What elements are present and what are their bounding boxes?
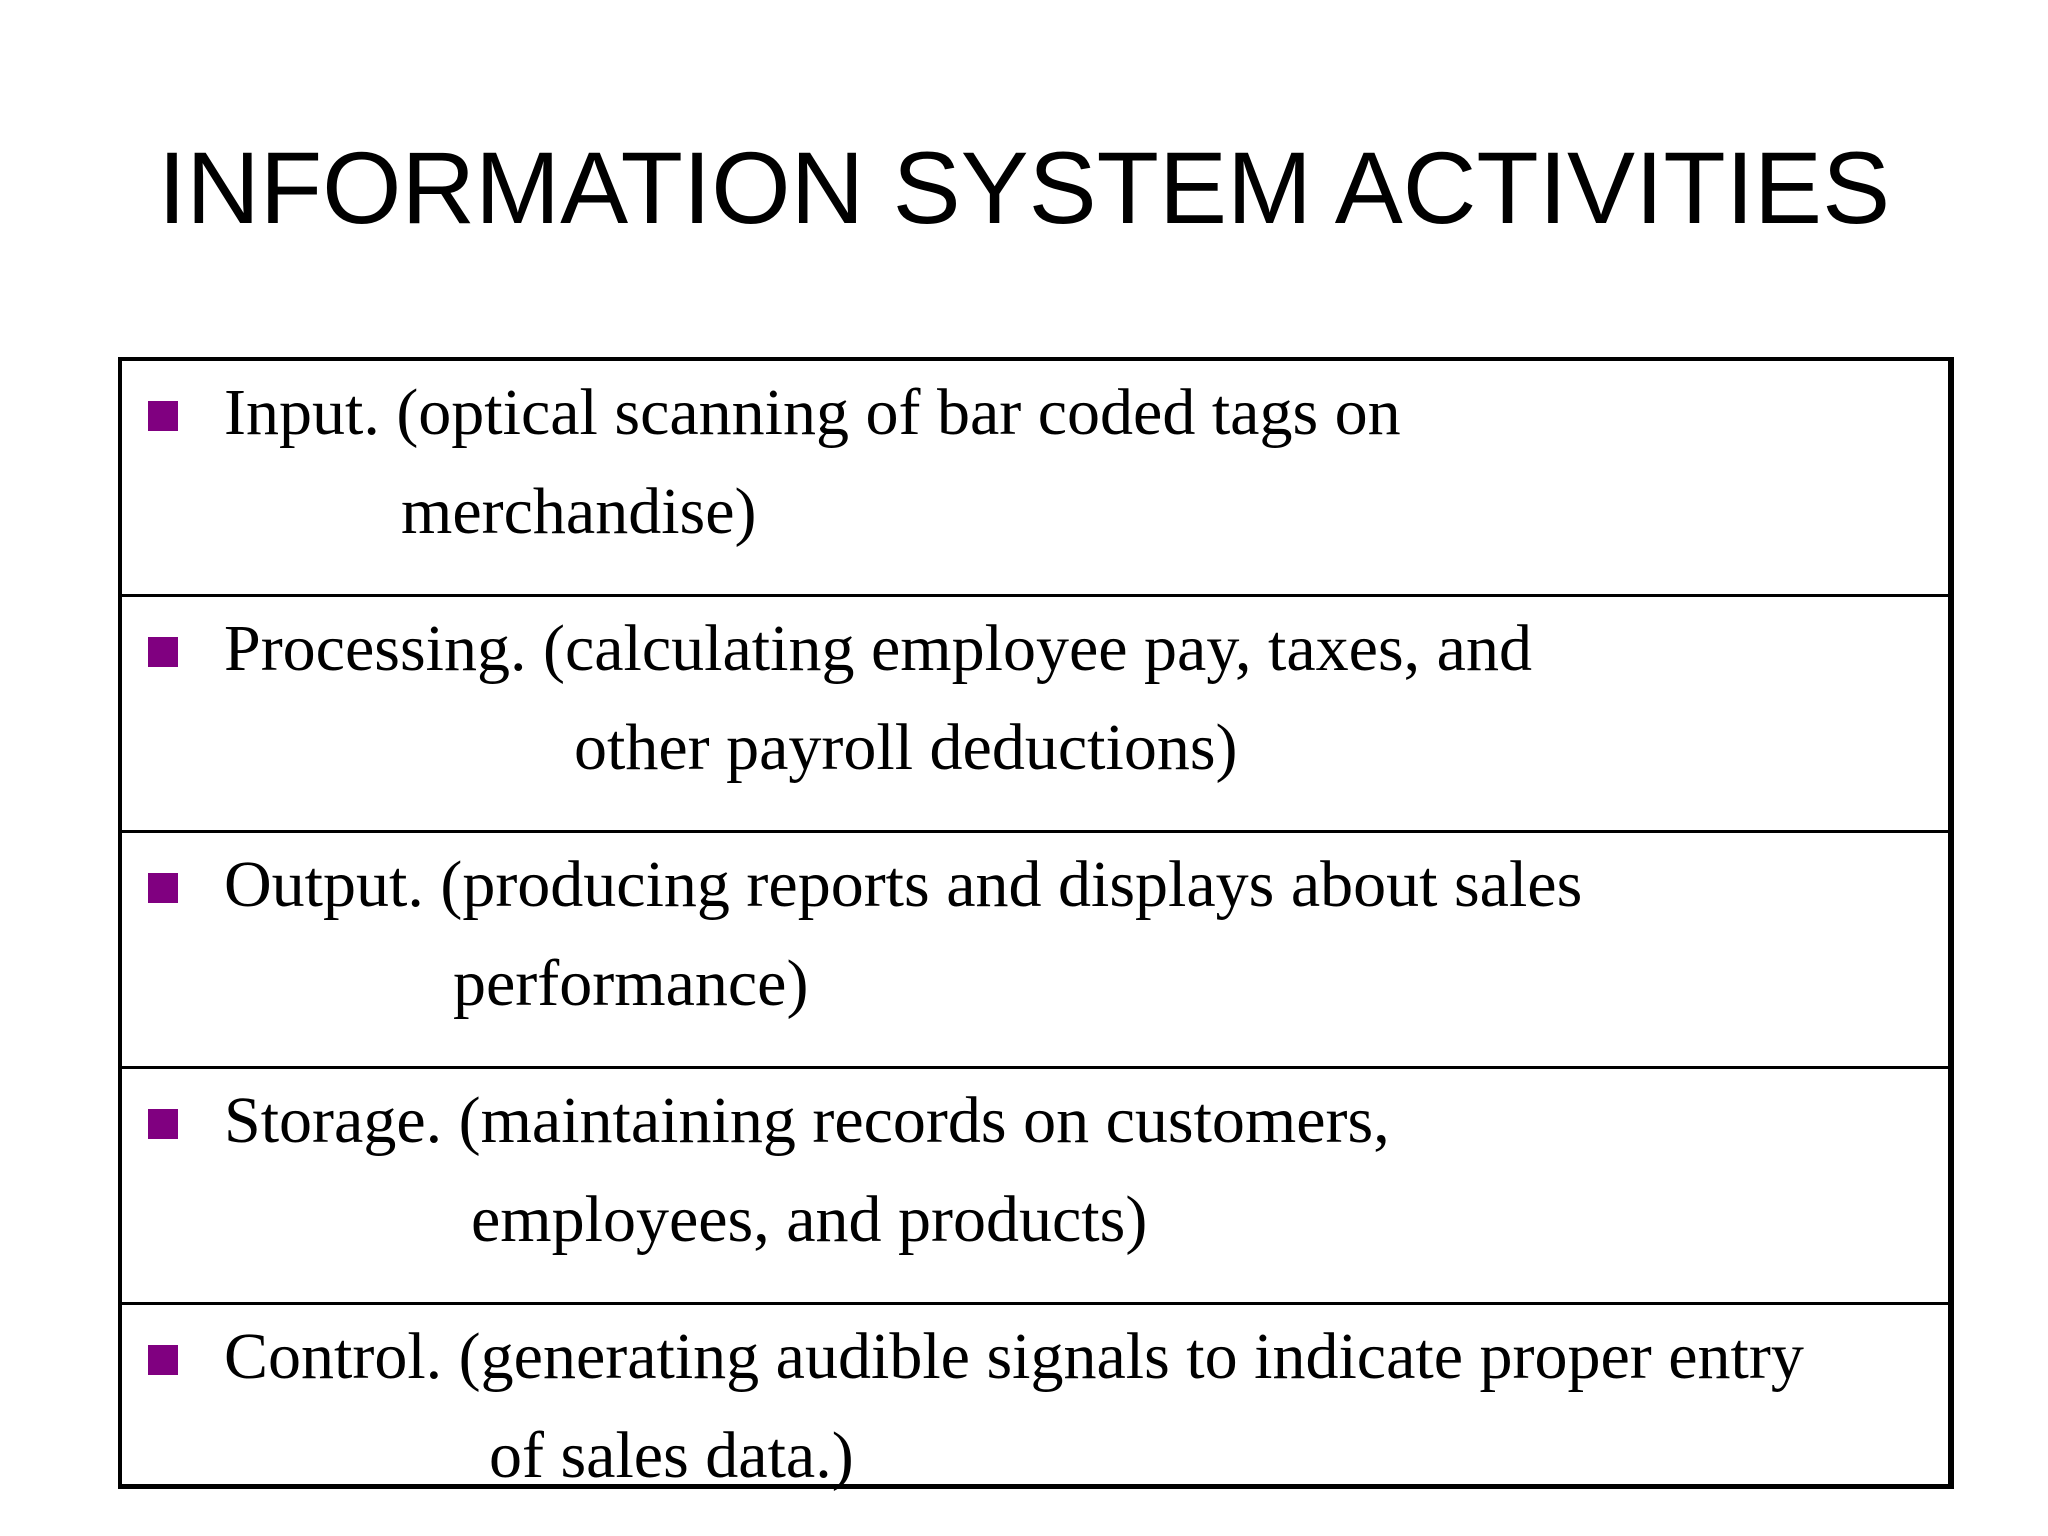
- square-bullet-icon: [148, 1109, 178, 1139]
- activities-table: [118, 357, 1954, 1492]
- item-text-line-1: Processing. (calculating employee pay, taxes, and: [224, 612, 1532, 685]
- square-bullet-icon: [148, 401, 178, 431]
- item-text-line-2: other payroll deductions): [574, 711, 1238, 784]
- square-bullet-icon: [148, 1345, 178, 1375]
- item-text-line-1: Input. (optical scanning of bar coded tags on: [224, 376, 1401, 449]
- item-text-line-2: performance): [453, 947, 809, 1020]
- table-row-storage: [122, 1069, 1948, 1305]
- item-text-line-1: Control. (generating audible signals to indicate proper entry: [224, 1320, 1804, 1393]
- item-text-line-2: of sales data.): [489, 1419, 854, 1492]
- slide-title: INFORMATION SYSTEM ACTIVITIES: [157, 131, 1891, 245]
- item-text-line-2: merchandise): [401, 475, 757, 548]
- table-row-output: [122, 833, 1948, 1069]
- table-row-processing: [122, 597, 1948, 833]
- item-text-line-2: employees, and products): [471, 1183, 1148, 1256]
- item-text-line-1: Storage. (maintaining records on customers,: [224, 1084, 1390, 1157]
- table-row-control: [122, 1305, 1948, 1492]
- square-bullet-icon: [148, 873, 178, 903]
- square-bullet-icon: [148, 637, 178, 667]
- table-row-input: [122, 361, 1948, 597]
- item-text-line-1: Output. (producing reports and displays about sales: [224, 848, 1583, 921]
